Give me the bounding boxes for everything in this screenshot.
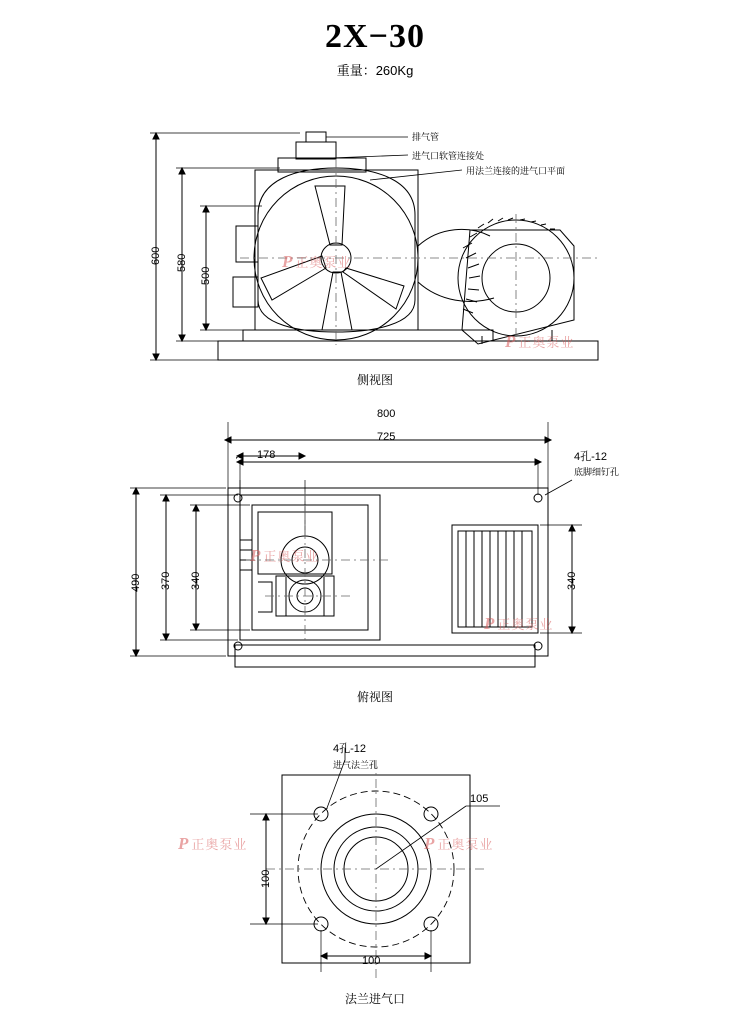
- watermark-logo: P: [424, 834, 436, 853]
- top-dim-340-right: 340: [566, 571, 578, 590]
- watermark-text: 正奥泵业: [263, 549, 320, 564]
- side-view-drawing: [0, 0, 750, 400]
- top-dim-370: 370: [160, 571, 172, 590]
- callout-exhaust-pipe: 排气管: [412, 132, 440, 142]
- top-dim-725: 725: [377, 431, 396, 443]
- watermark-logo: P: [484, 614, 496, 633]
- watermark-text: 正奥泵业: [518, 335, 575, 350]
- flange-dim-100-left: 100: [260, 869, 272, 888]
- watermark-text: 正奥泵业: [191, 837, 248, 852]
- callout-foot-pin-hole: 底脚细钉孔: [574, 467, 620, 477]
- callout-4holes-12-top: 4孔-12: [574, 451, 608, 463]
- watermark-logo: P: [282, 252, 294, 271]
- page-title: 2X−30: [325, 18, 425, 55]
- flange-view-caption: 法兰进气口: [344, 992, 405, 1006]
- callout-flange-inlet-plane: 用法兰连接的进气口平面: [466, 166, 566, 176]
- callout-inlet-hose: 进气口软管连接处: [412, 151, 485, 161]
- watermark-logo: P: [505, 332, 517, 351]
- weight-label: 重量：260Kg: [336, 63, 414, 78]
- side-dim-500: 500: [200, 266, 212, 285]
- side-dim-600: 600: [150, 246, 162, 265]
- watermark-text: 正奥泵业: [497, 617, 554, 632]
- flange-dim-100-bottom: 100: [362, 955, 381, 967]
- top-view-drawing: [0, 400, 750, 700]
- watermark-logo: P: [250, 546, 262, 565]
- watermark: [484, 614, 553, 634]
- watermark: [505, 332, 574, 352]
- top-dim-178: 178: [257, 449, 276, 461]
- watermark: [250, 546, 319, 566]
- flange-dim-105: 105: [470, 793, 489, 805]
- watermark: [424, 834, 493, 854]
- top-view-caption: 俯视图: [356, 690, 393, 704]
- watermark-text: 正奥泵业: [437, 837, 494, 852]
- watermark-text: 正奥泵业: [295, 255, 352, 270]
- top-dim-800: 800: [377, 408, 396, 420]
- side-dim-580: 580: [176, 253, 188, 272]
- callout-inlet-flange-hole: 进气法兰孔: [333, 760, 379, 770]
- watermark-logo: P: [178, 834, 190, 853]
- watermark: [178, 834, 247, 854]
- side-view-caption: 侧视图: [356, 373, 393, 387]
- top-dim-340-left: 340: [190, 571, 202, 590]
- watermark: [282, 252, 351, 272]
- top-dim-490: 490: [130, 573, 142, 592]
- callout-4holes-12-flange: 4孔-12: [333, 743, 367, 755]
